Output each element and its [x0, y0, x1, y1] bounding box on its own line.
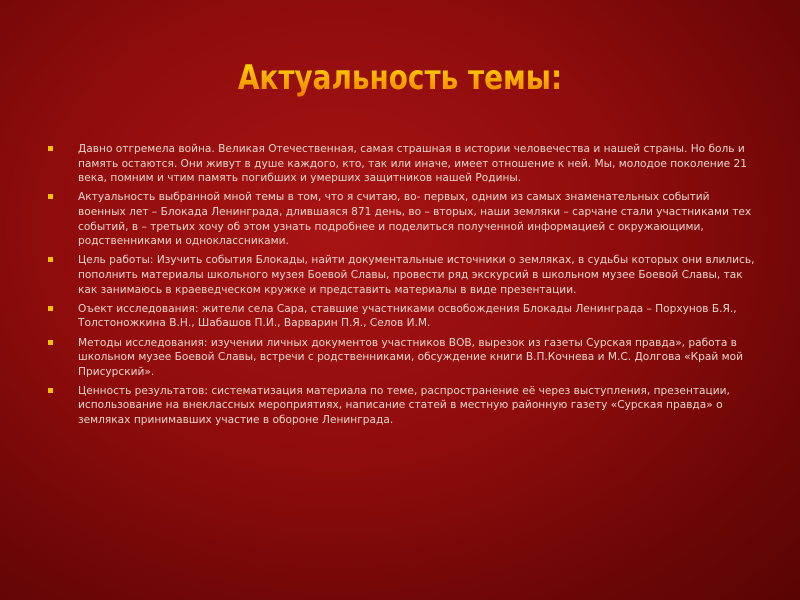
bullet-list: [48, 142, 760, 432]
list-item: [48, 142, 760, 186]
square-bullet-icon: [48, 257, 53, 262]
list-item-text: Методы исследования: изучении личных документов участников ВОВ, вырезок из газеты Сурская правда», работа в школьном музее Боевой Славы, встречи с родственниками, обсуждение книги В.П.Кочнева и М.С. Долгова «Край мой Присурский».: [78, 336, 744, 378]
square-bullet-icon: [48, 146, 53, 151]
list-item-text: Актуальность выбранной мной темы в том, что я считаю, во- первых, одним из самых знаменательных событий военных лет – Блокада Ленинграда, длившаяся 871 день, во – вторых, наши земляки – сарчане стали участниками тех событий, в – третьих хочу об этом узнать подробнее и поделиться полученной информацией с окружающими, родственниками и одноклассниками.: [78, 191, 752, 248]
square-bullet-icon: [48, 306, 53, 311]
slide-title: Актуальность темы:: [72, 58, 728, 98]
list-item: [48, 253, 760, 297]
list-item: [48, 336, 760, 380]
list-item-text: Ценность результатов: систематизация материала по теме, распространение её через выступления, презентации, использование на внеклассных мероприятиях, написание статей в местную районную газету «Сурская правда» о земляках принимавших участие в обороне Ленинграда.: [78, 384, 730, 427]
list-item-text: Давно отгремела война. Великая Отечественная, самая страшная в истории человечества и нашей страны. Но боль и память остаются. Они живут в душе каждого, кто, так или иначе, имеет отношение к ней. Мы, молодое поколение 21 века, помним и чтим память погибших и умерших защитников нашей Родины.: [78, 143, 747, 185]
square-bullet-icon: [48, 388, 53, 393]
list-item: [48, 384, 760, 428]
list-item-text: Цель работы: Изучить события Блокады, найти документальные источники о земляках, в судьбы которых они влились, пополнить материалы школьного музея Боевой Славы, провести ряд экскурсий в школьном музее Боевой Славы, так как занимаюсь в краеведческом кружке и представить материалы в виде презентации.: [78, 254, 755, 296]
list-item: [48, 190, 760, 248]
square-bullet-icon: [48, 340, 53, 345]
list-item-text: Оъект исследования: жители села Сара, ставшие участниками освобождения Блокады Ленинграда – Порхунов Б.Я., Толстоножкина В.Н., Шабашов П.И., Варварин П.Я., Селов И.М.: [78, 302, 737, 330]
list-item: [48, 302, 760, 331]
square-bullet-icon: [48, 194, 53, 199]
